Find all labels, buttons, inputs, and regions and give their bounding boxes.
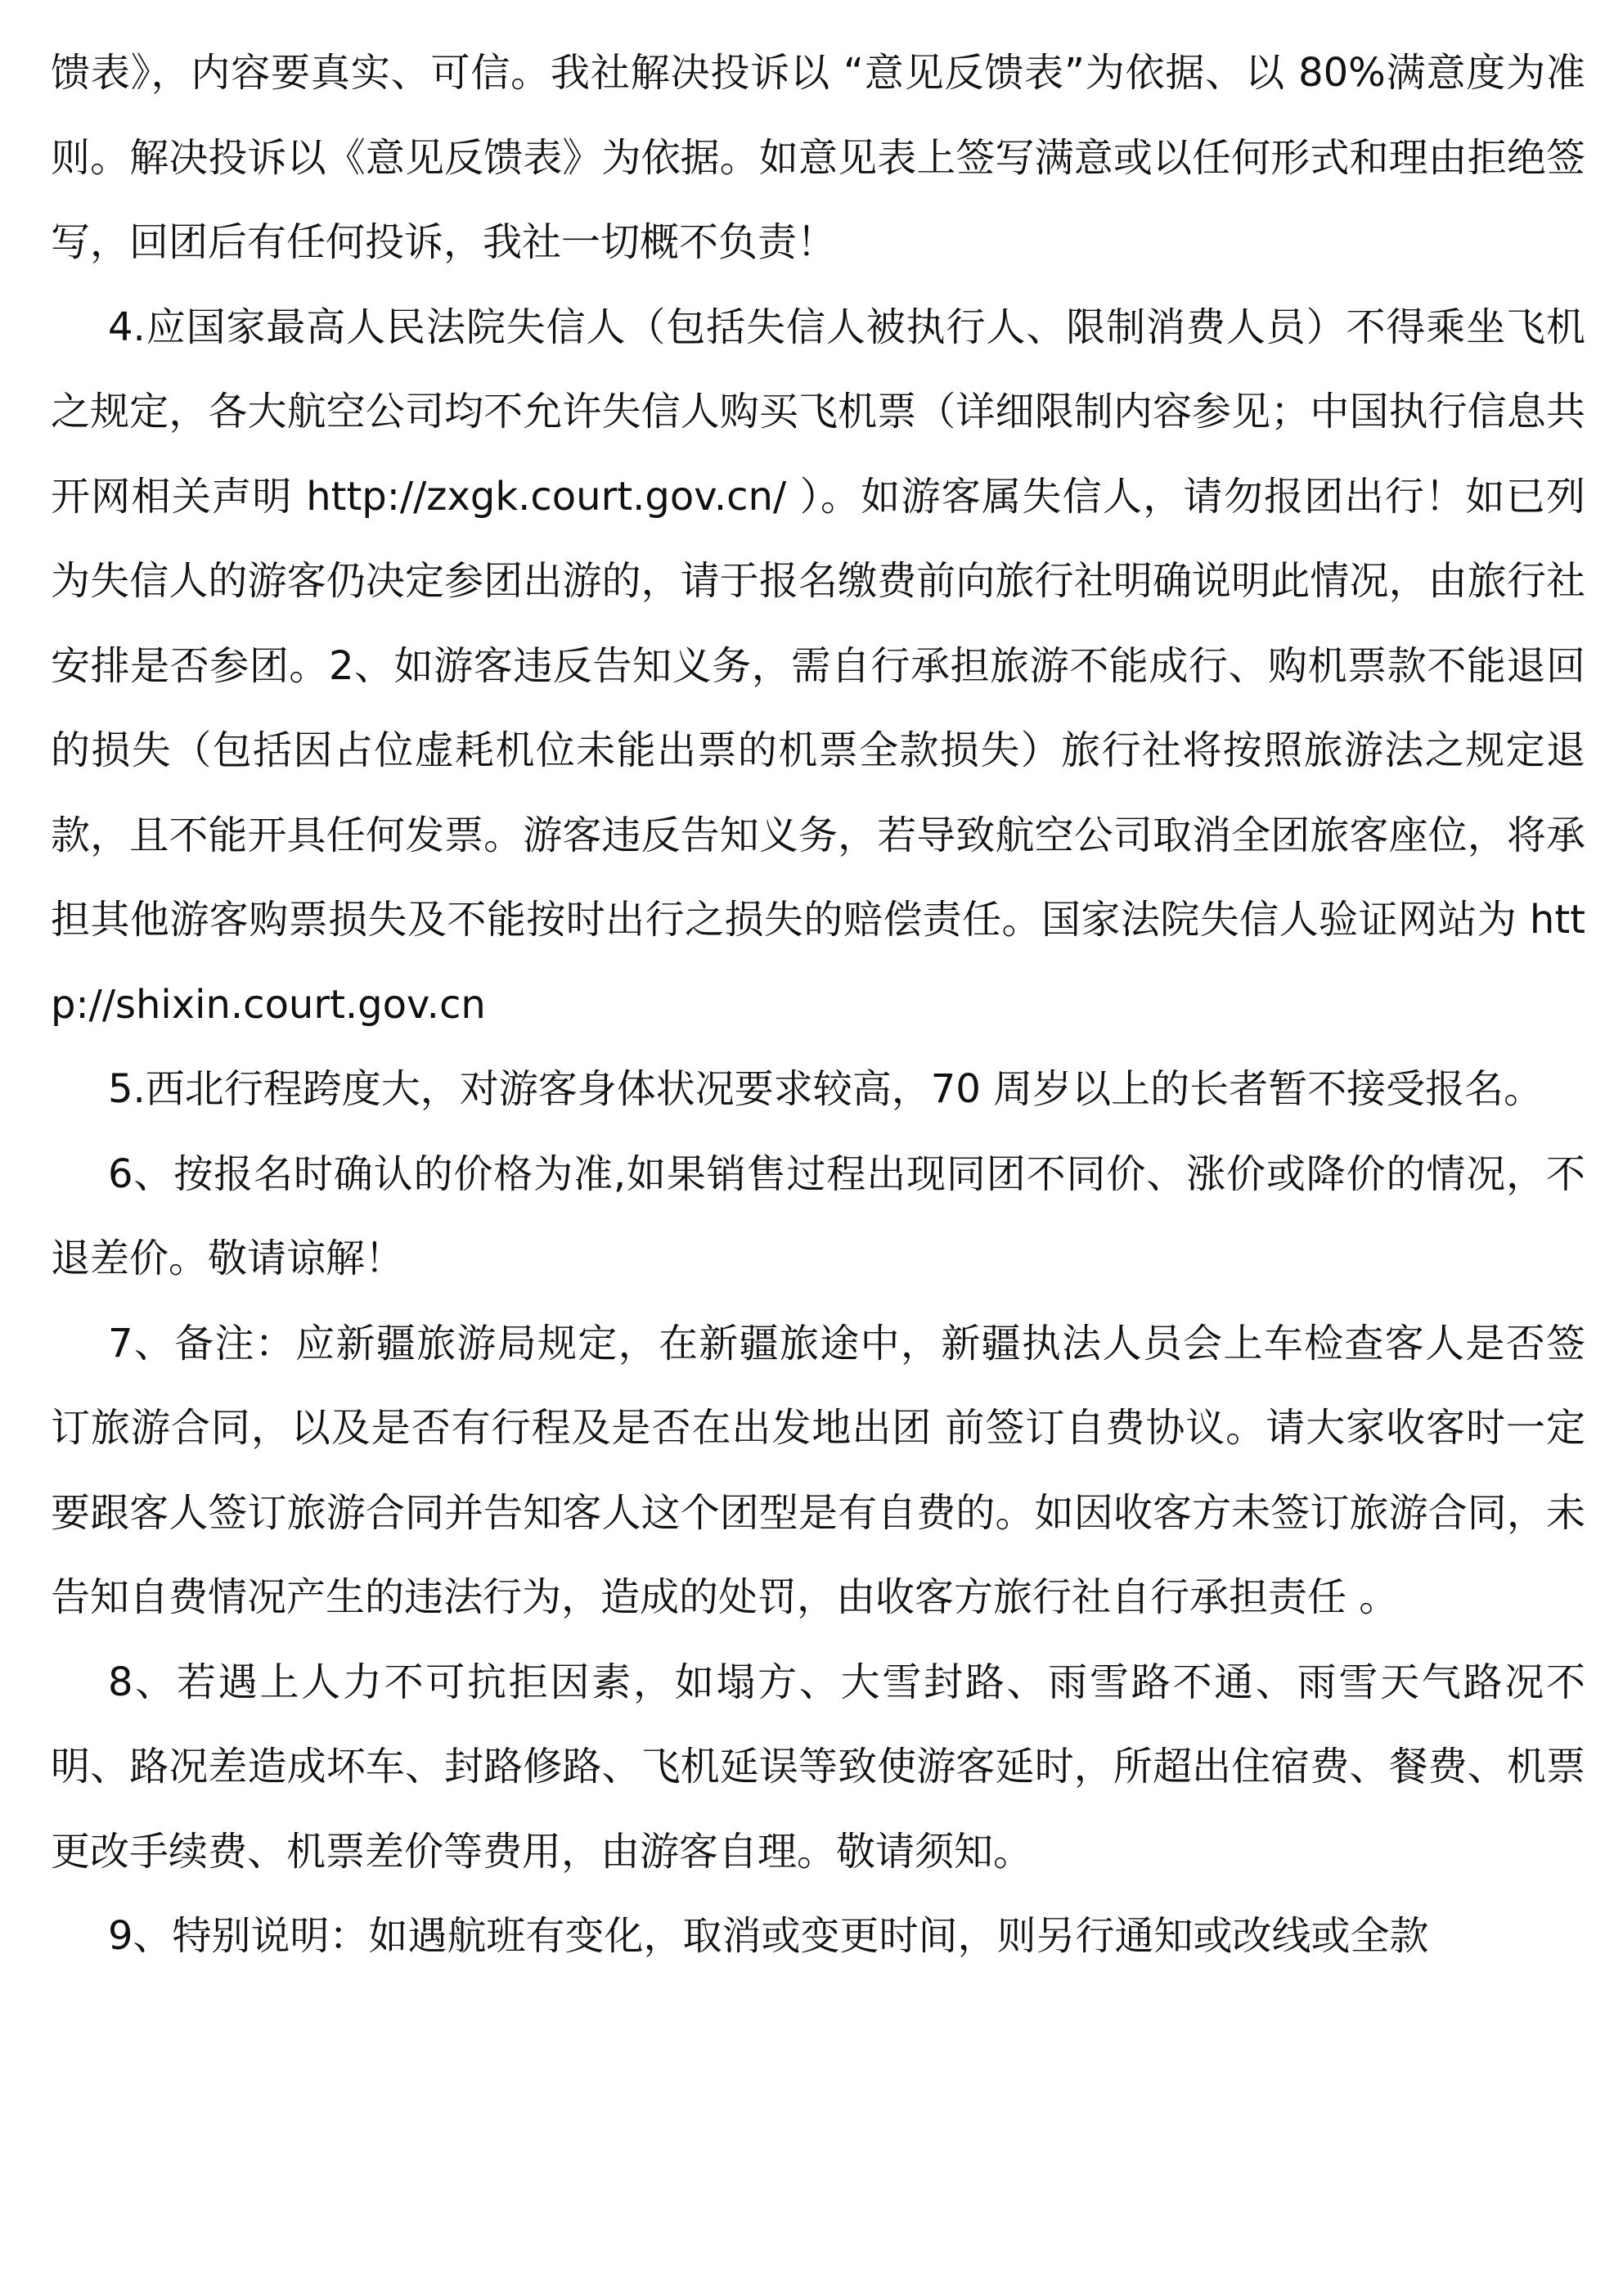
paragraph-item-6: 6、按报名时确认的价格为准,如果销售过程出现同团不同价、涨价或降价的情况，不退差价。敬请谅解！ [51,1150,1585,1281]
paragraph-item-7: 7、备注：应新疆旅游局规定，在新疆旅途中，新疆执法人员会上车检查客人是否签订旅游合同，以及是否有行程及是否在出发地出团 前签订自费协议。请大家收客时一定要跟客人签订旅游合同并告知客人这个团型是有自费的。如因收客方未签订旅游合同，未告知自费情况产生的违法行为，造成的处罚，由收客方旅行社自行承担责任 。 [51,1320,1585,1620]
paragraph-continuation: 馈表》，内容要真实、可信。我社解决投诉以 “意见反馈表”为依据、以 80%满意度为准则。解决投诉以《意见反馈表》为依据。如意见表上签写满意或以任何形式和理由拒绝签写，回团后有任何投诉，我社一切概不负责！ [51,50,1585,265]
paragraph-item-5: 5.西北行程跨度大，对游客身体状况要求较高，70 周岁以上的长者暂不接受报名。 [108,1066,1544,1112]
paragraph-item-9: 9、特别说明：如遇航班有变化，取消或变更时间，则另行通知或改线或全款 [108,1913,1429,1959]
document-page [51,0,1585,2296]
paragraph-item-4: 4.应国家最高人民法院失信人（包括失信人被执行人、限制消费人员）不得乘坐飞机之规定，各大航空公司均不允许失信人购买飞机票（详细限制内容参见；中国执行信息共开网相关声明 http://zxgk.court.gov.cn/ ）。如游客属失信人，请勿报团出行！如已列为失信人的游客仍决定参团出游的，请于报名缴费前向旅行社明确说明此情况，由旅行社安排是否参团。2、如游客违反告知义务，需自行承担旅游不能成行、购机票款不能退回的损失（包括因占位虚耗机位未能出票的机票全款损失）旅行社将按照旅游法之规定退款，且不能开具任何发票。游客违反告知义务，若导致航空公司取消全团旅客座位，将承担其他游客购票损失及不能按时出行之损失的赔偿责任。国家法院失信人验证网站为 http://shixin.court.gov.cn [51,304,1585,1028]
paragraph-item-8: 8、若遇上人力不可抗拒因素，如塌方、大雪封路、雨雪路不通、雨雪天气路况不明、路况差造成坏车、封路修路、飞机延误等致使游客延时，所超出住宿费、餐费、机票更改手续费、机票差价等费用，由游客自理。敬请须知。 [51,1659,1585,1875]
